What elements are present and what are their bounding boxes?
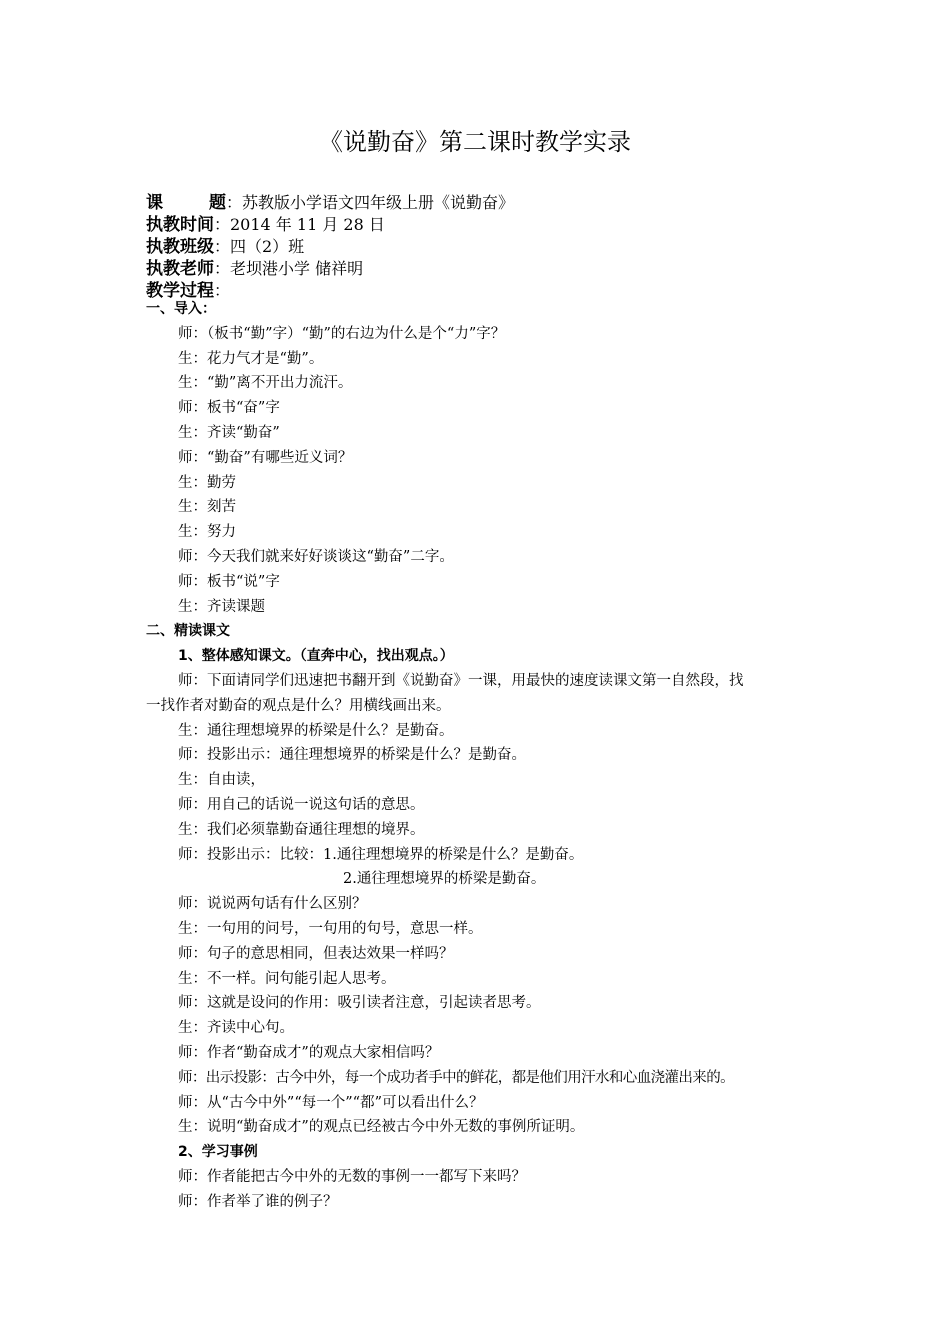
subsection-heading: 1、整体感知课文。（直奔中心，找出观点。） (178, 648, 454, 665)
dialogue-line: 生：不一样。问句能引起人思考。 (178, 970, 396, 987)
dialogue-line: 师：句子的意思相同，但表达效果一样吗？ (178, 945, 454, 962)
teacher-value: ：老坝港小学 储祥明 (214, 259, 364, 278)
dialogue-line: 生：说明“勤奋成才”的观点已经被古今中外无数的事例所证明。 (178, 1119, 585, 1136)
teacher-label: 执教老师 (146, 259, 214, 279)
dialogue-line: 师：今天我们就来好好谈谈这“勤奋”二字。 (178, 548, 454, 565)
dialogue-line-continued: 一找作者对勤奋的观点是什么？用横线画出来。 (146, 697, 451, 714)
process-label: 教学过程 (146, 281, 214, 301)
dialogue-line: 师：用自己的话说一说这句话的意思。 (178, 796, 425, 813)
dialogue-line: 生：“勤”离不开出力流汗。 (178, 375, 353, 392)
dialogue-line: 生：我们必须靠勤奋通往理想的境界。 (178, 821, 425, 838)
dialogue-line: 师：投影出示：比较：1.通往理想境界的桥梁是什么？是勤奋。 (178, 846, 584, 863)
time-row (146, 214, 846, 236)
class-row (146, 236, 846, 258)
dialogue-line: 生：自由读， (178, 772, 265, 789)
dialogue-line: 师：板书“奋”字 (178, 400, 280, 417)
topic-value: ：苏教版小学语文四年级上册《说勤奋》 (226, 193, 515, 212)
dialogue-line: 生：努力 (178, 524, 236, 541)
topic-row (146, 192, 846, 214)
lesson-info (146, 192, 846, 302)
dialogue-line: 师：这就是设问的作用：吸引读者注意，引起读者思考。 (178, 995, 541, 1012)
class-label: 执教班级 (146, 237, 214, 257)
dialogue-line: 师：（板书“勤”字）“勤”的右边为什么是个“力”字？ (178, 325, 506, 342)
dialogue-line: 生：通往理想境界的桥梁是什么？是勤奋。 (178, 722, 454, 739)
dialogue-line: 生：齐读课题 (178, 598, 265, 615)
dialogue-line: 师：投影出示：通往理想境界的桥梁是什么？是勤奋。 (178, 747, 526, 764)
process-value: ： (214, 281, 231, 300)
dialogue-line: 师：作者举了谁的例子？ (178, 1193, 338, 1210)
lesson-transcript (146, 297, 826, 1214)
dialogue-line: 生：刻苦 (178, 499, 236, 516)
dialogue-line: 生：齐读中心句。 (178, 1020, 294, 1037)
dialogue-line: 师：出示投影：古今中外，每一个成功者手中的鲜花，都是他们用汗水和心血浇灌出来的。 (178, 1069, 734, 1086)
dialogue-line: 师：作者能把古今中外的无数的事例一一都写下来吗？ (178, 1168, 526, 1185)
subsection-heading: 2、学习事例 (178, 1144, 258, 1161)
class-value: ：四（2）班 (214, 237, 305, 256)
document-title: 《说勤奋》第二课时教学实录 (319, 128, 631, 156)
dialogue-line: 师：“勤奋”有哪些近义词？ (178, 449, 353, 466)
section-heading: 二、精读课文 (146, 623, 230, 640)
topic-label: 课 题 (146, 193, 226, 213)
dialogue-line: 生：一句用的问号，一句用的句号，意思一样。 (178, 920, 483, 937)
section-heading: 一、导入： (146, 301, 216, 317)
dialogue-line: 生：勤劳 (178, 474, 236, 491)
teacher-row (146, 258, 846, 280)
dialogue-line: 师：板书“说”字 (178, 573, 280, 590)
dialogue-line: 生：齐读“勤奋” (178, 424, 280, 441)
dialogue-line: 师：说说两句话有什么区别？ (178, 896, 367, 913)
dialogue-line: 师：从“古今中外”“每一个”“都”可以看出什么？ (178, 1094, 484, 1111)
time-label: 执教时间 (146, 215, 214, 235)
dialogue-line: 生：花力气才是“勤”。 (178, 350, 324, 367)
dialogue-line-continued: 2.通往理想境界的桥梁是勤奋。 (343, 871, 546, 888)
time-value: ：2014 年 11 月 28 日 (214, 215, 385, 234)
dialogue-line: 师：下面请同学们迅速把书翻开到《说勤奋》一课，用最快的速度读课文第一自然段，找 (178, 672, 744, 689)
dialogue-line: 师：作者“勤奋成才”的观点大家相信吗？ (178, 1044, 440, 1061)
